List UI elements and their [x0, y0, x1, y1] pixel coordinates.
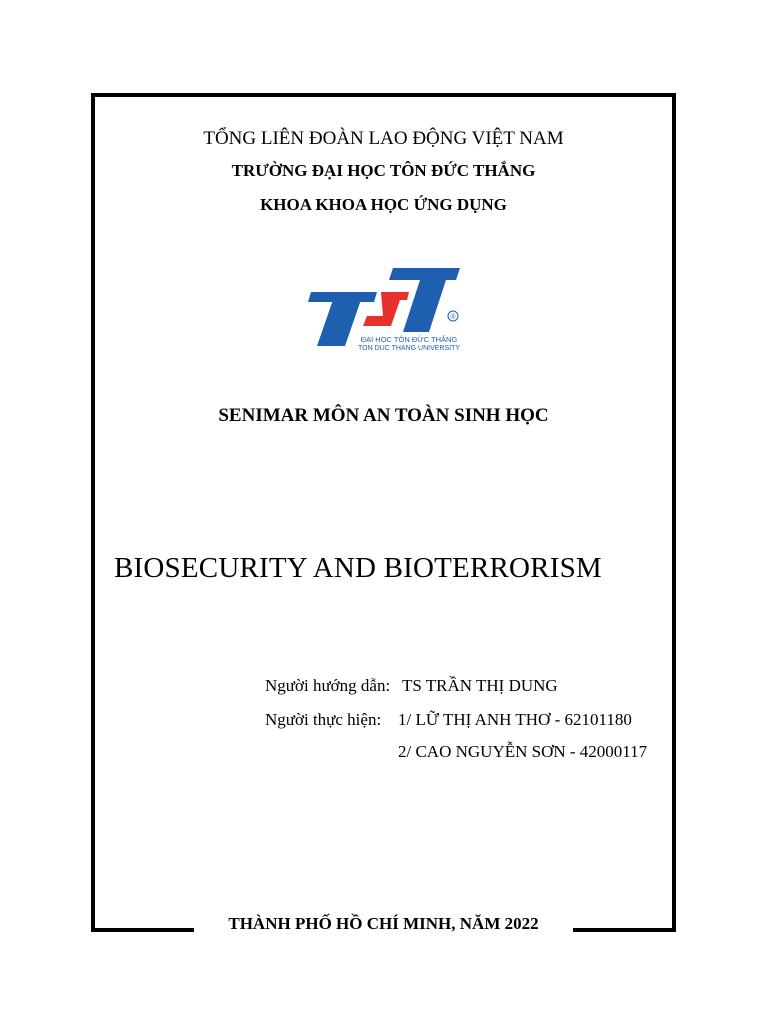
advisor-name: TS TRẦN THỊ DUNG: [402, 676, 558, 695]
header-university: TRƯỜNG ĐẠI HỌC TÔN ĐỨC THẮNG: [231, 161, 536, 180]
header-federation: TỔNG LIÊN ĐOÀN LAO ĐỘNG VIỆT NAM: [203, 128, 564, 149]
registered-mark: ®: [450, 314, 456, 321]
main-title: BIOSECURITY AND BIOTERRORISM: [114, 552, 602, 584]
header-faculty: KHOA KHOA HỌC ỨNG DỤNG: [260, 195, 507, 214]
advisor-label: Người hướng dẫn:: [265, 676, 391, 695]
logo-text-vi: ĐẠI HỌC TÔN ĐỨC THẮNG: [360, 335, 458, 344]
page-border-frame: [91, 93, 676, 932]
university-logo: [305, 258, 467, 353]
footer-city-year: THÀNH PHỐ HỒ CHÍ MINH, NĂM 2022: [228, 914, 539, 933]
seminar-title: SENIMAR MÔN AN TOÀN SINH HỌC: [218, 405, 549, 426]
performer-1: 1/ LỮ THỊ ANH THƠ - 62101180: [398, 710, 632, 729]
border-bottom-right: [573, 928, 676, 932]
border-bottom-left: [91, 928, 194, 932]
logo-text-en: TON DUC THANG UNIVERSITY: [357, 345, 461, 352]
performer-label: Người thực hiện:: [265, 710, 382, 729]
performer-2: 2/ CAO NGUYỄN SƠN - 42000117: [398, 742, 648, 761]
